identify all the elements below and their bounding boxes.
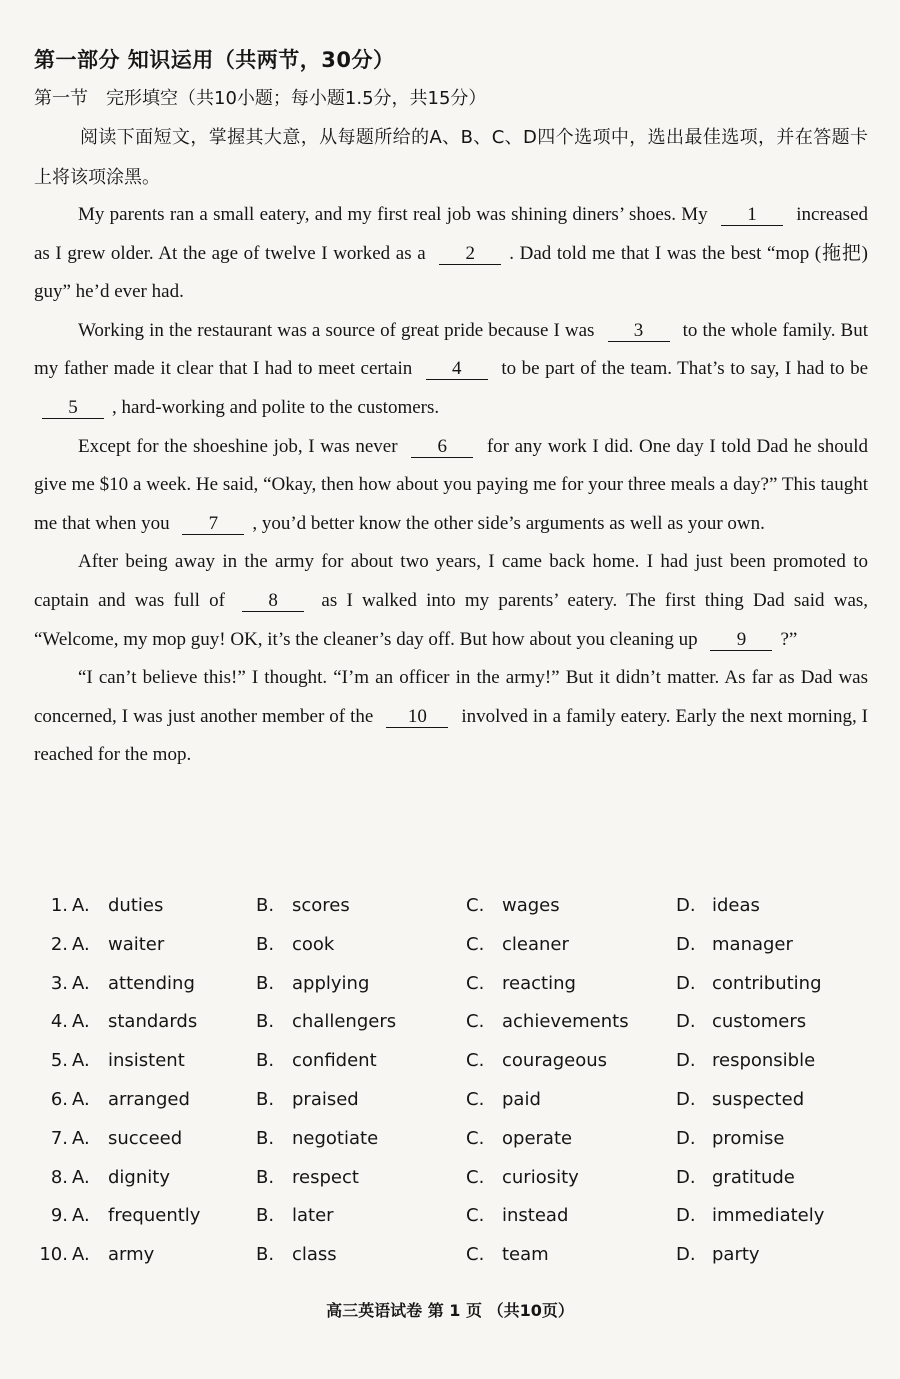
answer-option (676, 1128, 784, 1149)
blank-2: 2 (439, 244, 501, 265)
option-letter: A. (72, 1127, 90, 1149)
paragraph-1 (34, 196, 868, 312)
option-text: promise (712, 1127, 785, 1149)
option-text: gratitude (712, 1166, 795, 1188)
answer-option (466, 1244, 549, 1265)
answer-option (72, 934, 164, 955)
option-letter: B. (256, 1127, 275, 1149)
section-title: 完形填空（共10小题；每小题1.5分，共15分） (106, 88, 487, 109)
option-text: frequently (108, 1205, 201, 1227)
option-text: confident (292, 1050, 377, 1072)
answer-option (72, 973, 195, 994)
option-letter: C. (466, 895, 485, 916)
option-text: negotiate (292, 1127, 379, 1149)
option-text: cleaner (502, 933, 569, 955)
paragraph-4 (34, 543, 868, 659)
answer-option (72, 1089, 190, 1110)
text-segment: ?” (780, 628, 798, 650)
paragraph-2 (34, 312, 868, 428)
answer-option (256, 934, 334, 955)
blank-6: 6 (411, 437, 473, 458)
text-segment: After being away in the army for about two years, I came back home. I had just been promoted to captain and was full of (34, 551, 868, 611)
question-row (38, 1244, 878, 1283)
option-text: cook (292, 933, 335, 955)
page-footer: 高三英语试卷 第 1 页 （共10页） (326, 1301, 574, 1320)
answer-option (72, 1244, 154, 1265)
option-letter: C. (466, 972, 485, 994)
text-segment: involved in a family eatery. Early the next morning, I reached for the mop. (34, 705, 869, 766)
option-letter: C. (466, 1205, 485, 1227)
question-number: 1. (50, 895, 68, 916)
answer-option (256, 1167, 359, 1188)
option-text: standards (108, 1011, 198, 1033)
option-letter: B. (256, 1205, 275, 1227)
question-row (38, 1050, 878, 1089)
option-text: customers (712, 1011, 807, 1033)
option-letter: A. (72, 933, 90, 955)
option-letter: B. (256, 972, 275, 994)
instructions: 阅读下面短文，掌握其大意，从每题所给的A、B、C、D四个选项中，选出最佳选项，并在答题卡上将该项涂黑。 (34, 127, 868, 188)
text-segment: Working in the restaurant was a source of great pride because I was (78, 319, 595, 341)
answer-option (466, 1167, 579, 1188)
option-text: operate (502, 1127, 573, 1149)
option-text: curiosity (502, 1166, 579, 1188)
option-letter: A. (72, 1050, 90, 1072)
option-text: immediately (712, 1205, 825, 1227)
answer-option (676, 1167, 795, 1188)
option-letter: A. (72, 895, 90, 916)
answer-option (466, 1128, 572, 1149)
option-text: insistent (108, 1050, 185, 1072)
answer-option (256, 1011, 396, 1032)
answer-option (676, 934, 793, 955)
question-row (38, 895, 878, 934)
text-segment: as I walked into my parents’ eatery. The first thing Dad said was, “Welcome, my mop guy! OK, it’s the cleaner’s day off. But how about you cleaning up (34, 589, 869, 650)
option-text: contributing (712, 972, 822, 994)
option-text: arranged (108, 1088, 190, 1110)
answer-option (676, 895, 760, 916)
question-row (38, 934, 878, 973)
option-letter: A. (72, 1244, 90, 1266)
question-row (38, 1089, 878, 1128)
answer-option (256, 895, 350, 916)
option-text: team (502, 1244, 549, 1266)
option-letter: B. (256, 1011, 275, 1033)
option-letter: C. (466, 1127, 485, 1149)
option-letter: D. (676, 1011, 696, 1033)
question-number: 6. (50, 1088, 68, 1110)
option-letter: B. (256, 895, 275, 916)
question-number: 7. (50, 1127, 68, 1149)
option-letter: D. (676, 1088, 696, 1110)
question-row (38, 1167, 878, 1206)
answer-option (676, 1205, 824, 1226)
text-segment: , hard-working and polite to the customers. (112, 396, 440, 418)
option-letter: A. (72, 1166, 90, 1188)
option-text: attending (108, 972, 195, 994)
option-text: praised (292, 1088, 359, 1110)
option-text: achievements (502, 1011, 629, 1033)
text-segment: , you’d better know the other side’s arguments as well as your own. (252, 512, 765, 534)
option-letter: D. (676, 1166, 696, 1188)
text-segment: to be part of the team. That’s to say, I had to be (501, 358, 869, 380)
question-number: 3. (50, 972, 68, 994)
question-number: 2. (50, 933, 68, 955)
text-segment: increased as I grew older. At the age of twelve I worked as a (34, 204, 869, 264)
option-text: paid (502, 1088, 541, 1110)
option-text: later (292, 1205, 334, 1227)
option-text: class (292, 1244, 337, 1266)
text-segment: My parents ran a small eatery, and my first real job was shining diners’ shoes. My (78, 204, 708, 225)
option-letter: A. (72, 1088, 90, 1110)
answer-option (72, 1050, 185, 1071)
paragraph-3 (34, 428, 868, 544)
question-row (38, 1011, 878, 1050)
cloze-passage (34, 196, 868, 775)
question-number: 5. (50, 1050, 68, 1072)
option-letter: D. (676, 895, 696, 916)
answer-option (676, 1244, 760, 1265)
answer-option (466, 973, 576, 994)
question-row (38, 973, 878, 1012)
answer-option (72, 1167, 170, 1188)
part-title: 第一部分 知识运用（共两节，30分） (34, 48, 395, 72)
option-text: succeed (108, 1127, 183, 1149)
question-number: 4. (50, 1011, 68, 1033)
answer-option (676, 1011, 806, 1032)
option-text: ideas (712, 895, 760, 916)
answer-option (466, 1089, 541, 1110)
blank-7: 7 (182, 514, 244, 535)
option-letter: B. (256, 933, 275, 955)
option-letter: C. (466, 933, 485, 955)
option-text: responsible (712, 1050, 816, 1072)
option-letter: A. (72, 1205, 90, 1227)
text-segment: “I can’t believe this!” I thought. “I’m an officer in the army!” But it didn’t matter. As far as Dad was concerned, I was just another member of the (34, 667, 868, 727)
option-letter: C. (466, 1050, 485, 1072)
blank-9: 9 (710, 630, 772, 651)
answer-option (676, 1050, 815, 1071)
option-text: respect (292, 1166, 359, 1188)
answer-option (466, 895, 560, 916)
blank-4: 4 (426, 359, 488, 380)
option-letter: C. (466, 1011, 485, 1033)
answer-option (72, 1011, 197, 1032)
option-letter: C. (466, 1244, 485, 1266)
text-segment: to the whole family. But my father made it clear that I had to meet certain (34, 319, 868, 380)
answer-option (72, 1205, 200, 1226)
option-text: applying (292, 972, 370, 994)
paragraph-5 (34, 659, 868, 775)
option-letter: D. (676, 972, 696, 994)
option-letter: D. (676, 1205, 696, 1227)
option-text: instead (502, 1205, 569, 1227)
option-text: dignity (108, 1166, 170, 1188)
option-text: party (712, 1244, 760, 1266)
blank-5: 5 (42, 398, 104, 419)
section-heading (34, 84, 486, 110)
answer-option (466, 934, 569, 955)
option-text: duties (108, 895, 164, 916)
answer-option (256, 1205, 334, 1226)
text-segment: for any work I did. One day I told Dad he should give me $10 a week. He said, “Okay, then how about you paying me for your three meals a day?” This taught me that when you (34, 435, 869, 534)
answer-option (466, 1050, 607, 1071)
answer-option (676, 973, 822, 994)
question-row (38, 1128, 878, 1167)
option-text: waiter (108, 933, 165, 955)
answer-option (466, 1011, 629, 1032)
answer-option (256, 1244, 337, 1265)
text-segment: Except for the shoeshine job, I was never (78, 435, 398, 457)
answer-option (676, 1089, 804, 1110)
option-letter: B. (256, 1166, 275, 1188)
option-letter: D. (676, 1050, 696, 1072)
answer-option (466, 1205, 568, 1226)
answer-option (256, 1089, 359, 1110)
answer-option (256, 973, 369, 994)
option-text: challengers (292, 1011, 397, 1033)
option-letter: D. (676, 1127, 696, 1149)
question-row (38, 1205, 878, 1244)
blank-8: 8 (242, 591, 304, 612)
option-letter: C. (466, 1166, 485, 1188)
option-letter: B. (256, 1050, 275, 1072)
option-letter: B. (256, 1088, 275, 1110)
option-text: suspected (712, 1088, 805, 1110)
blank-3: 3 (608, 321, 670, 342)
blank-10: 10 (386, 707, 448, 728)
answer-options (38, 895, 878, 1283)
blank-1: 1 (721, 205, 783, 226)
option-text: scores (292, 895, 350, 916)
option-text: reacting (502, 972, 576, 994)
option-text: army (108, 1244, 155, 1266)
question-number: 8. (50, 1166, 68, 1188)
question-number: 10. (39, 1244, 68, 1266)
option-text: wages (502, 895, 560, 916)
option-letter: B. (256, 1244, 275, 1266)
answer-option (256, 1050, 377, 1071)
section-name: 第一节 (34, 88, 88, 109)
text-segment: . Dad told me that I was the best “mop (拖把) guy” he’d ever had. (34, 242, 869, 303)
answer-option (72, 1128, 182, 1149)
option-letter: C. (466, 1088, 485, 1110)
answer-option (72, 895, 163, 916)
option-letter: A. (72, 1011, 90, 1033)
option-text: manager (712, 933, 793, 955)
option-text: courageous (502, 1050, 608, 1072)
option-letter: A. (72, 972, 90, 994)
question-number: 9. (50, 1205, 68, 1227)
option-letter: D. (676, 1244, 696, 1266)
option-letter: D. (676, 933, 696, 955)
answer-option (256, 1128, 378, 1149)
